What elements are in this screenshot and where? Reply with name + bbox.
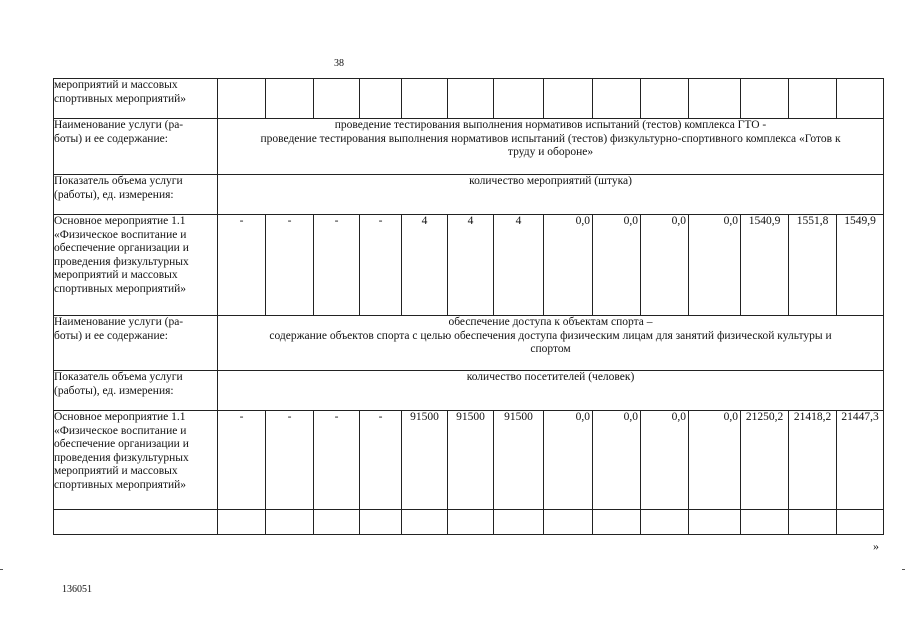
service-row-1 bbox=[54, 119, 884, 175]
value-cell: - bbox=[314, 215, 360, 316]
value-cell: - bbox=[218, 411, 266, 510]
empty-cell bbox=[448, 79, 494, 119]
value-cell: 0,0 bbox=[689, 215, 741, 316]
value-cell: 0,0 bbox=[641, 215, 689, 316]
value-cell: 1540,9 bbox=[741, 215, 789, 316]
empty-row bbox=[54, 510, 884, 535]
value-cell: 1551,8 bbox=[789, 215, 837, 316]
row-label: Наименование услуги (ра- боты) и ее содержание: bbox=[54, 316, 218, 371]
value-cell: 21447,3 bbox=[837, 411, 884, 510]
empty-cell bbox=[360, 510, 402, 535]
closing-quote: » bbox=[873, 539, 879, 553]
empty-cell bbox=[494, 510, 544, 535]
value-cell: 0,0 bbox=[544, 215, 593, 316]
empty-cell bbox=[837, 510, 884, 535]
empty-cell bbox=[494, 79, 544, 119]
empty-cell bbox=[266, 79, 314, 119]
empty-cell bbox=[689, 510, 741, 535]
value-cell: - bbox=[360, 215, 402, 316]
empty-cell bbox=[593, 510, 641, 535]
empty-cell bbox=[402, 510, 448, 535]
row-label: Показатель объема услуги (работы), ед. измерения: bbox=[54, 371, 218, 411]
empty-cell bbox=[689, 79, 741, 119]
value-cell: 4 bbox=[494, 215, 544, 316]
empty-cell bbox=[789, 510, 837, 535]
indicator-unit: количество мероприятий (штука) bbox=[218, 175, 884, 215]
row-label: Показатель объема услуги (работы), ед. измерения: bbox=[54, 175, 218, 215]
empty-cell bbox=[544, 79, 593, 119]
service-volume-table bbox=[53, 78, 884, 535]
value-cell: 0,0 bbox=[544, 411, 593, 510]
service-row-2 bbox=[54, 316, 884, 371]
empty-cell bbox=[218, 79, 266, 119]
empty-cell bbox=[641, 79, 689, 119]
value-cell: 91500 bbox=[402, 411, 448, 510]
empty-cell bbox=[314, 510, 360, 535]
empty-cell bbox=[314, 79, 360, 119]
value-cell: 0,0 bbox=[689, 411, 741, 510]
row-label: Наименование услуги (ра- боты) и ее содержание: bbox=[54, 119, 218, 175]
value-cell: - bbox=[266, 411, 314, 510]
row-label: мероприятий и массовых спортивных мероприятий» bbox=[54, 79, 218, 119]
indicator-row-2 bbox=[54, 371, 884, 411]
value-cell: 1549,9 bbox=[837, 215, 884, 316]
empty-cell bbox=[544, 510, 593, 535]
value-cell: 21418,2 bbox=[789, 411, 837, 510]
value-cell: - bbox=[314, 411, 360, 510]
empty-cell bbox=[837, 79, 884, 119]
indicator-row-1 bbox=[54, 175, 884, 215]
document-code: 136051 bbox=[62, 584, 92, 595]
value-cell: - bbox=[266, 215, 314, 316]
value-cell: 0,0 bbox=[641, 411, 689, 510]
carry-over-row bbox=[54, 79, 884, 119]
empty-cell bbox=[360, 79, 402, 119]
value-cell: - bbox=[360, 411, 402, 510]
measure-row-2 bbox=[54, 411, 884, 510]
empty-cell bbox=[266, 510, 314, 535]
empty-cell bbox=[641, 510, 689, 535]
empty-cell bbox=[741, 510, 789, 535]
service-description: обеспечение доступа к объектам спорта – содержание объектов спорта с целью обеспечения доступа физическим лицам для занятий физической культуры и спортом bbox=[218, 316, 884, 371]
measure-row-1 bbox=[54, 215, 884, 316]
value-cell: 91500 bbox=[448, 411, 494, 510]
empty-cell bbox=[218, 510, 266, 535]
empty-cell bbox=[448, 510, 494, 535]
value-cell: 4 bbox=[402, 215, 448, 316]
page-number: 38 bbox=[334, 58, 344, 69]
value-cell: 0,0 bbox=[593, 411, 641, 510]
value-cell: - bbox=[218, 215, 266, 316]
empty-cell bbox=[789, 79, 837, 119]
service-description: проведение тестирования выполнения нормативов испытаний (тестов) комплекса ГТО - проведение тестирования выполнения нормативов испытаний (тестов) физкультурно-спортивного комплекса «Готов к труду и обороне» bbox=[218, 119, 884, 175]
empty-cell bbox=[54, 510, 218, 535]
indicator-unit: количество посетителей (человек) bbox=[218, 371, 884, 411]
value-cell: 21250,2 bbox=[741, 411, 789, 510]
scan-edge-mark bbox=[0, 569, 3, 570]
empty-cell bbox=[593, 79, 641, 119]
value-cell: 4 bbox=[448, 215, 494, 316]
row-label: Основное мероприятие 1.1 «Физическое воспитание и обеспечение организации и проведения физкультурных мероприятий и массовых спортивных мероприятий» bbox=[54, 215, 218, 316]
value-cell: 0,0 bbox=[593, 215, 641, 316]
empty-cell bbox=[741, 79, 789, 119]
row-label: Основное мероприятие 1.1 «Физическое воспитание и обеспечение организации и проведения физкультурных мероприятий и массовых спортивных мероприятий» bbox=[54, 411, 218, 510]
empty-cell bbox=[402, 79, 448, 119]
value-cell: 91500 bbox=[494, 411, 544, 510]
